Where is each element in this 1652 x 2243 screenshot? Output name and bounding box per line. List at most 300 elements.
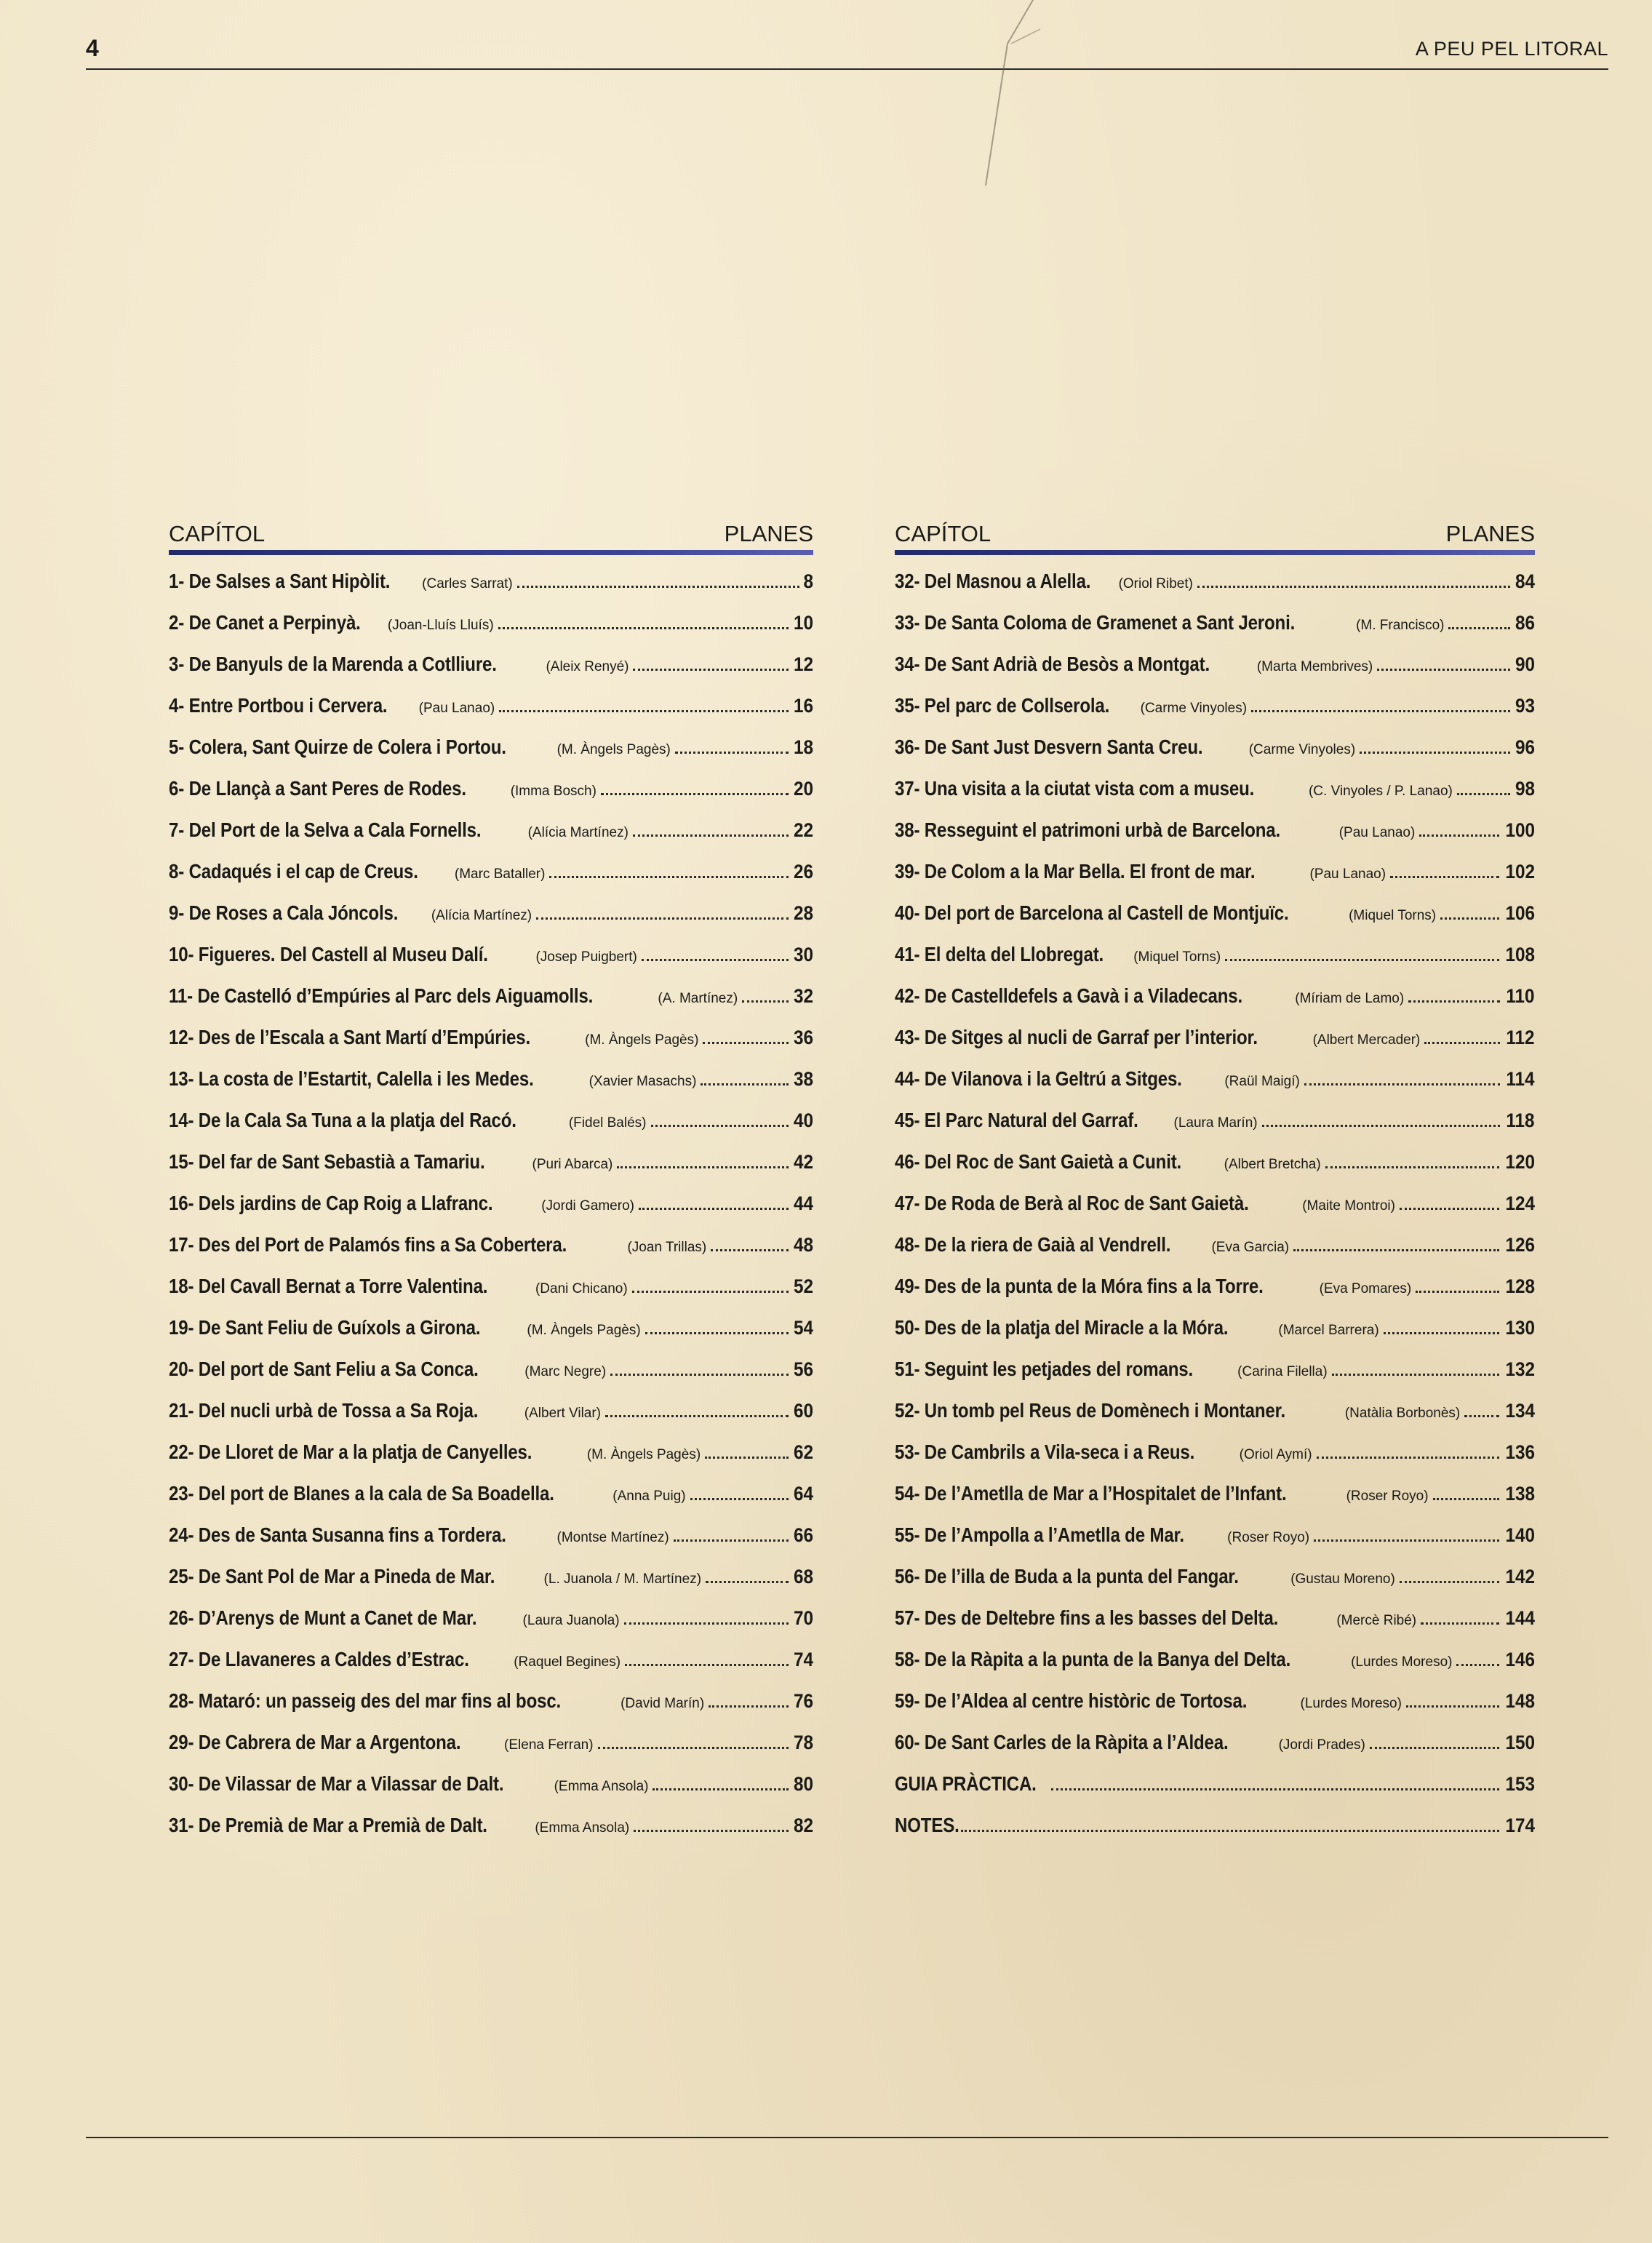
entry-author: (A. Martínez) xyxy=(658,991,738,1006)
entry-page-number: 146 xyxy=(1505,1649,1535,1670)
entry-title: 52- Un tomb pel Reus de Domènech i Montaner. xyxy=(895,1399,1286,1422)
dot-leader xyxy=(1400,1208,1499,1210)
entry-page-number: 110 xyxy=(1506,985,1535,1007)
entry-page-number: 108 xyxy=(1505,944,1535,965)
entry-title: 40- Del port de Barcelona al Castell de Montjuïc. xyxy=(895,901,1289,924)
entry-page-number: 78 xyxy=(793,1732,813,1753)
chapter-heading: CAPÍTOL xyxy=(169,521,266,546)
toc-column-left xyxy=(169,517,813,1855)
toc-entry xyxy=(169,694,813,736)
entry-title: 27- De Llavaneres a Caldes d’Estrac. xyxy=(169,1648,469,1670)
dot-leader xyxy=(653,1788,788,1790)
entry-page-number: 56 xyxy=(793,1358,813,1380)
entry-page-number: 120 xyxy=(1505,1151,1535,1173)
entry-page-number: 12 xyxy=(793,653,813,675)
toc-entry xyxy=(895,653,1535,694)
entry-author: (Puri Abarca) xyxy=(532,1157,613,1172)
dot-leader xyxy=(1314,1539,1499,1542)
toc-entry xyxy=(169,611,813,653)
toc-entry xyxy=(895,1316,1535,1358)
entry-page-number: 40 xyxy=(793,1109,813,1131)
entry-title: 59- De l’Aldea al centre històric de Tortosa. xyxy=(895,1689,1248,1712)
entry-page-number: 150 xyxy=(1505,1732,1535,1753)
toc-entry xyxy=(169,901,813,943)
entry-page-number: 48 xyxy=(793,1234,813,1256)
toc-entry xyxy=(169,1523,813,1565)
dot-leader xyxy=(1416,1291,1499,1293)
entry-author: (Natàlia Borbonès) xyxy=(1344,1406,1461,1421)
entry-author: (Marta Membrives) xyxy=(1256,659,1373,674)
toc-entry xyxy=(169,1150,813,1192)
entry-author: (Marc Negre) xyxy=(524,1364,607,1379)
dot-leader xyxy=(1225,959,1499,961)
dot-leader xyxy=(1408,1000,1500,1003)
dot-leader xyxy=(517,586,799,588)
toc-entry xyxy=(895,1482,1535,1523)
dot-leader xyxy=(674,1539,789,1542)
entry-title: 11- De Castelló d’Empúries al Parc dels Aiguamolls. xyxy=(169,984,594,1007)
dot-leader xyxy=(701,1083,789,1085)
entry-page-number: 10 xyxy=(793,612,813,634)
entry-title: 26- D’Arenys de Munt a Canet de Mar. xyxy=(169,1606,477,1629)
entry-author: (Miquel Torns) xyxy=(1349,908,1437,923)
entry-author: (Carme Vinyoles) xyxy=(1248,742,1356,757)
entry-page-number: 38 xyxy=(793,1068,813,1090)
entry-title: GUIA PRÀCTICA. xyxy=(895,1772,1037,1795)
entry-page-number: 124 xyxy=(1505,1192,1535,1214)
entry-author: (Laura Marín) xyxy=(1173,1115,1258,1131)
dot-leader xyxy=(610,1374,789,1376)
entry-title: 20- Del port de Sant Feliu a Sa Conca. xyxy=(169,1358,479,1380)
entry-title: 58- De la Ràpita a la punta de la Banya del Delta. xyxy=(895,1648,1291,1670)
entry-page-number: 128 xyxy=(1505,1275,1535,1297)
entry-page-number: 18 xyxy=(793,736,813,758)
entry-title: 14- De la Cala Sa Tuna a la platja del Racó. xyxy=(169,1109,516,1131)
entry-title: 51- Seguint les petjades del romans. xyxy=(895,1358,1193,1380)
entry-page-number: 76 xyxy=(793,1690,813,1712)
entry-title: 19- De Sant Feliu de Guíxols a Girona. xyxy=(169,1316,481,1339)
entry-author: (Aleix Renyé) xyxy=(546,659,629,674)
entry-author: (Dani Chicano) xyxy=(535,1281,628,1296)
entry-title: 7- Del Port de la Selva a Cala Fornells. xyxy=(169,818,482,841)
entry-title: 37- Una visita a la ciutat vista com a museu. xyxy=(895,777,1255,800)
dot-leader xyxy=(1197,586,1510,588)
entry-page-number: 153 xyxy=(1505,1773,1535,1795)
entry-page-number: 8 xyxy=(803,570,813,592)
entry-title: 17- Des del Port de Palamós fins a Sa Cobertera. xyxy=(169,1233,567,1256)
toc-entry xyxy=(169,736,813,777)
dot-leader xyxy=(1262,1125,1501,1127)
dot-leader xyxy=(961,1830,1499,1832)
dot-leader xyxy=(605,1415,789,1417)
entry-title: 24- Des de Santa Susanna fins a Tordera. xyxy=(169,1523,506,1546)
dot-leader xyxy=(709,1705,789,1708)
entry-author: (Carme Vinyoles) xyxy=(1140,701,1248,716)
column-heading xyxy=(169,517,813,550)
toc-entry xyxy=(169,1192,813,1233)
toc-entry xyxy=(169,1648,813,1689)
entry-title: NOTES. xyxy=(895,1814,959,1836)
entry-title: 56- De l’illa de Buda a la punta del Fangar. xyxy=(895,1565,1239,1587)
entry-page-number: 28 xyxy=(793,902,813,924)
toc-entry xyxy=(169,653,813,694)
entry-author: (Míriam de Lamo) xyxy=(1295,991,1405,1006)
entry-page-number: 118 xyxy=(1506,1109,1535,1131)
toc-entry xyxy=(895,984,1535,1026)
entry-title: 9- De Roses a Cala Jóncols. xyxy=(169,901,399,924)
entry-author: (C. Vinyoles / P. Lanao) xyxy=(1308,784,1453,799)
toc-entry xyxy=(169,1814,813,1855)
toc-entry xyxy=(169,1026,813,1067)
toc-entry xyxy=(169,1689,813,1731)
entry-page-number: 42 xyxy=(793,1151,813,1173)
toc-entry xyxy=(895,1731,1535,1772)
chapter-heading: CAPÍTOL xyxy=(895,521,991,546)
toc-entry xyxy=(895,1399,1535,1441)
toc-entry xyxy=(895,1192,1535,1233)
entry-author: (Albert Bretcha) xyxy=(1224,1157,1321,1172)
entry-author: (Roser Royo) xyxy=(1346,1489,1429,1504)
entry-page-number: 36 xyxy=(793,1027,813,1048)
dot-leader xyxy=(634,1830,789,1832)
toc-entry xyxy=(169,1772,813,1814)
toc-entry xyxy=(169,1067,813,1109)
dot-leader xyxy=(642,959,789,961)
pages-heading: PLANES xyxy=(1445,521,1535,546)
dot-leader xyxy=(742,1000,789,1003)
toc-entry xyxy=(169,1565,813,1606)
toc-entry xyxy=(895,901,1535,943)
entry-author: (Lurdes Moreso) xyxy=(1300,1696,1402,1711)
toc-entry xyxy=(169,1316,813,1358)
heading-rule xyxy=(895,550,1535,555)
dot-leader xyxy=(1370,1747,1499,1749)
entry-title: 50- Des de la platja del Miracle a la Móra. xyxy=(895,1316,1229,1339)
toc-entry xyxy=(895,1441,1535,1482)
entry-title: 47- De Roda de Berà al Roc de Sant Gaietà. xyxy=(895,1192,1249,1214)
entry-page-number: 16 xyxy=(793,695,813,717)
dot-leader xyxy=(624,1622,789,1625)
toc-entry xyxy=(895,943,1535,984)
entry-author: (M. Àngels Pagès) xyxy=(586,1447,701,1462)
entry-title: 46- Del Roc de Sant Gaietà a Cunit. xyxy=(895,1150,1182,1173)
entry-page-number: 20 xyxy=(793,778,813,800)
toc-entry xyxy=(169,777,813,818)
entry-title: 60- De Sant Carles de la Ràpita a l’Aldea. xyxy=(895,1731,1229,1753)
entry-page-number: 112 xyxy=(1506,1027,1535,1048)
entry-title: 15- Del far de Sant Sebastià a Tamariu. xyxy=(169,1150,485,1173)
toc-entry xyxy=(895,736,1535,777)
entry-title: 49- Des de la punta de la Móra fins a la Torre. xyxy=(895,1275,1264,1297)
entry-author: (Roser Royo) xyxy=(1227,1530,1310,1545)
dot-leader xyxy=(1456,1664,1499,1666)
entry-page-number: 96 xyxy=(1515,736,1535,758)
dot-leader xyxy=(598,1747,789,1749)
entry-page-number: 86 xyxy=(1515,612,1535,634)
entry-title: 5- Colera, Sant Quirze de Colera i Portou. xyxy=(169,736,506,758)
dot-leader xyxy=(1317,1457,1499,1459)
toc-entry xyxy=(895,1150,1535,1192)
entry-page-number: 84 xyxy=(1515,570,1535,592)
entry-title: 55- De l’Ampolla a l’Ametlla de Mar. xyxy=(895,1523,1184,1546)
entry-author: (Anna Puig) xyxy=(612,1489,686,1504)
entry-author: (Raül Maigí) xyxy=(1224,1074,1300,1089)
entry-title: 35- Pel parc de Collserola. xyxy=(895,694,1110,717)
toc-entry xyxy=(895,1109,1535,1150)
entry-title: 48- De la riera de Gaià al Vendrell. xyxy=(895,1233,1171,1256)
dot-leader xyxy=(1440,917,1499,920)
dot-leader xyxy=(633,669,788,671)
dot-leader xyxy=(706,1581,789,1583)
entry-title: 10- Figueres. Del Castell al Museu Dalí. xyxy=(169,943,488,965)
entry-author: (Oriol Aymí) xyxy=(1239,1447,1312,1462)
entry-author: (Emma Ansola) xyxy=(554,1779,649,1794)
entry-page-number: 64 xyxy=(793,1483,813,1505)
toc-entry xyxy=(895,777,1535,818)
entry-title: 1- De Salses a Sant Hipòlit. xyxy=(169,570,391,592)
entry-title: 23- Del port de Blanes a la cala de Sa Boadella. xyxy=(169,1482,554,1505)
entry-page-number: 138 xyxy=(1505,1483,1535,1505)
page-number: 4 xyxy=(86,35,99,61)
toc-entry xyxy=(169,943,813,984)
entry-title: 53- De Cambrils a Vila-seca i a Reus. xyxy=(895,1441,1195,1463)
entry-page-number: 26 xyxy=(793,861,813,883)
entry-title: 44- De Vilanova i la Geltrú a Sitges. xyxy=(895,1067,1182,1090)
toc-list-right xyxy=(895,570,1535,1855)
entry-author: (Jordi Gamero) xyxy=(541,1198,634,1214)
dot-leader xyxy=(1251,710,1510,712)
entry-page-number: 74 xyxy=(793,1649,813,1670)
entry-page-number: 144 xyxy=(1505,1607,1535,1629)
entry-title: 13- La costa de l’Estartit, Calella i les Medes. xyxy=(169,1067,534,1090)
dot-leader xyxy=(639,1208,789,1210)
dot-leader xyxy=(1325,1166,1499,1168)
toc-entry xyxy=(169,1358,813,1399)
toc-entry xyxy=(895,1648,1535,1689)
toc-entry xyxy=(169,1399,813,1441)
entry-author: (Emma Ansola) xyxy=(535,1820,630,1836)
entry-page-number: 93 xyxy=(1515,695,1535,717)
dot-leader xyxy=(1464,1415,1499,1417)
entry-author: (Alícia Martínez) xyxy=(527,825,629,840)
entry-page-number: 82 xyxy=(793,1814,813,1836)
toc-entry xyxy=(895,1814,1535,1855)
entry-title: 4- Entre Portbou i Cervera. xyxy=(169,694,388,717)
entry-author: (Raquel Begines) xyxy=(514,1654,621,1670)
entry-title: 36- De Sant Just Desvern Santa Creu. xyxy=(895,736,1203,758)
entry-title: 57- Des de Deltebre fins a les basses del Delta. xyxy=(895,1606,1279,1629)
toc-entry xyxy=(895,1565,1535,1606)
entry-author: (Joan Trillas) xyxy=(627,1240,707,1255)
entry-page-number: 106 xyxy=(1505,902,1535,924)
entry-page-number: 132 xyxy=(1505,1358,1535,1380)
entry-title: 18- Del Cavall Bernat a Torre Valentina. xyxy=(169,1275,488,1297)
entry-page-number: 136 xyxy=(1505,1441,1535,1463)
entry-title: 25- De Sant Pol de Mar a Pineda de Mar. xyxy=(169,1565,495,1587)
entry-page-number: 130 xyxy=(1505,1317,1535,1339)
toc-entry xyxy=(895,1689,1535,1731)
entry-page-number: 114 xyxy=(1506,1068,1535,1090)
toc-entry xyxy=(169,570,813,611)
entry-page-number: 134 xyxy=(1505,1400,1535,1422)
dot-leader xyxy=(498,627,789,629)
entry-author: (Imma Bosch) xyxy=(510,784,596,799)
dot-leader xyxy=(1384,1332,1499,1334)
toc-entry xyxy=(895,1772,1535,1814)
entry-author: (Eva Garcia) xyxy=(1211,1240,1290,1255)
toc-list-left xyxy=(169,570,813,1855)
entry-page-number: 126 xyxy=(1505,1234,1535,1256)
entry-title: 38- Resseguint el patrimoni urbà de Barcelona. xyxy=(895,818,1281,841)
entry-page-number: 30 xyxy=(793,944,813,965)
entry-title: 32- Del Masnou a Alella. xyxy=(895,570,1091,592)
entry-author: (Albert Mercader) xyxy=(1312,1032,1421,1048)
toc-entry xyxy=(169,1441,813,1482)
entry-page-number: 54 xyxy=(793,1317,813,1339)
dot-leader xyxy=(1424,1042,1500,1044)
entry-title: 43- De Sitges al nucli de Garraf per l’interior. xyxy=(895,1026,1258,1048)
dot-leader xyxy=(711,1249,789,1251)
entry-author: (Pau Lanao) xyxy=(418,701,495,716)
entry-author: (Montse Martínez) xyxy=(556,1530,669,1545)
entry-author: (M. Àngels Pagès) xyxy=(585,1032,699,1048)
entry-author: (Carles Sarrat) xyxy=(422,576,513,591)
entry-page-number: 100 xyxy=(1505,819,1535,841)
dot-leader xyxy=(1419,834,1499,837)
entry-title: 41- El delta del Llobregat. xyxy=(895,943,1104,965)
dot-leader xyxy=(617,1166,789,1168)
toc-entry xyxy=(895,1026,1535,1067)
dot-leader xyxy=(499,710,789,712)
dot-leader xyxy=(601,793,789,795)
entry-title: 22- De Lloret de Mar a la platja de Canyelles. xyxy=(169,1441,532,1463)
entry-page-number: 52 xyxy=(793,1275,813,1297)
entry-title: 33- De Santa Coloma de Gramenet a Sant Jeroni. xyxy=(895,611,1296,634)
dot-leader xyxy=(633,834,789,837)
dot-leader xyxy=(651,1125,789,1127)
dot-leader xyxy=(1421,1622,1499,1625)
dot-leader xyxy=(1293,1249,1499,1251)
entry-title: 2- De Canet a Perpinyà. xyxy=(169,611,361,634)
entry-author: (Marcel Barrera) xyxy=(1278,1323,1379,1338)
book-title: A PEU PEL LITORAL xyxy=(1415,38,1608,60)
footer-rule xyxy=(86,2137,1608,2138)
entry-title: 31- De Premià de Mar a Premià de Dalt. xyxy=(169,1814,487,1836)
dot-leader xyxy=(675,752,789,754)
entry-title: 42- De Castelldefels a Gavà i a Viladecans. xyxy=(895,984,1243,1007)
dot-leader xyxy=(1406,1705,1499,1708)
entry-author: (Gustau Moreno) xyxy=(1290,1571,1395,1587)
dot-leader xyxy=(549,876,789,878)
entry-page-number: 80 xyxy=(793,1773,813,1795)
entry-author: (Eva Pomares) xyxy=(1319,1281,1412,1296)
dot-leader xyxy=(1400,1581,1499,1583)
toc-entry xyxy=(895,570,1535,611)
entry-page-number: 68 xyxy=(793,1566,813,1587)
dot-leader xyxy=(625,1664,789,1666)
toc-entry xyxy=(169,818,813,860)
column-heading xyxy=(895,517,1535,550)
entry-author: (Fidel Balés) xyxy=(568,1115,647,1131)
toc-entry xyxy=(169,1233,813,1275)
entry-author: (Miquel Torns) xyxy=(1133,949,1221,965)
entry-author: (Jordi Prades) xyxy=(1278,1737,1365,1753)
entry-page-number: 62 xyxy=(793,1441,813,1463)
toc-entry xyxy=(895,818,1535,860)
paper-crease xyxy=(917,0,1048,189)
entry-page-number: 70 xyxy=(793,1607,813,1629)
entry-author: (Elena Ferran) xyxy=(504,1737,594,1753)
toc-entry xyxy=(169,1482,813,1523)
entry-title: 34- De Sant Adrià de Besòs a Montgat. xyxy=(895,653,1210,675)
dot-leader xyxy=(690,1498,789,1500)
dot-leader xyxy=(536,917,789,920)
dot-leader xyxy=(1457,793,1510,795)
entry-author: (Albert Vilar) xyxy=(524,1406,602,1421)
toc-entry xyxy=(169,984,813,1026)
entry-page-number: 32 xyxy=(793,985,813,1007)
toc-entry xyxy=(169,1275,813,1316)
entry-author: (Xavier Masachs) xyxy=(588,1074,697,1089)
entry-author: (Marc Bataller) xyxy=(454,866,546,882)
entry-page-number: 98 xyxy=(1515,778,1535,800)
entry-title: 29- De Cabrera de Mar a Argentona. xyxy=(169,1731,461,1753)
entry-title: 28- Mataró: un passeig des del mar fins al bosc. xyxy=(169,1689,562,1712)
toc-entry xyxy=(895,1606,1535,1648)
entry-page-number: 148 xyxy=(1505,1690,1535,1712)
entry-author: (Joan-Lluís Lluís) xyxy=(387,618,494,633)
toc-entry xyxy=(169,1606,813,1648)
entry-title: 54- De l’Ametlla de Mar a l’Hospitalet de l’Infant. xyxy=(895,1482,1287,1505)
toc-entry xyxy=(169,1731,813,1772)
dot-leader xyxy=(1390,876,1499,878)
toc-entry xyxy=(895,860,1535,901)
toc-entry xyxy=(895,1358,1535,1399)
dot-leader xyxy=(645,1332,789,1334)
page-header xyxy=(86,35,1608,70)
entry-author: (Carina Filella) xyxy=(1237,1364,1328,1379)
dot-leader xyxy=(1433,1498,1499,1500)
dot-leader xyxy=(1448,627,1509,629)
entry-author: (Pau Lanao) xyxy=(1338,825,1416,840)
entry-author: (Lurdes Moreso) xyxy=(1351,1654,1453,1670)
entry-author: (Josep Puigbert) xyxy=(535,949,637,965)
entry-title: 39- De Colom a la Mar Bella. El front de mar. xyxy=(895,860,1256,883)
entry-title: 3- De Banyuls de la Marenda a Cotlliure. xyxy=(169,653,497,675)
entry-title: 12- Des de l’Escala a Sant Martí d’Empúries. xyxy=(169,1026,530,1048)
entry-author: (Oriol Ribet) xyxy=(1118,576,1193,591)
dot-leader xyxy=(1377,669,1510,671)
pages-heading: PLANES xyxy=(724,521,813,546)
dot-leader xyxy=(705,1457,789,1459)
entry-page-number: 60 xyxy=(793,1400,813,1422)
dot-leader xyxy=(1332,1374,1499,1376)
dot-leader xyxy=(1051,1788,1499,1790)
entry-author: (Laura Juanola) xyxy=(522,1613,620,1628)
toc-entry xyxy=(895,1275,1535,1316)
entry-page-number: 174 xyxy=(1505,1814,1535,1836)
toc-entry xyxy=(895,1523,1535,1565)
heading-rule xyxy=(169,550,813,555)
entry-author: (Alícia Martínez) xyxy=(431,908,532,923)
toc-entry xyxy=(895,694,1535,736)
toc-entry xyxy=(895,1233,1535,1275)
dot-leader xyxy=(703,1042,789,1044)
entry-author: (Maite Montroi) xyxy=(1302,1198,1395,1214)
toc-entry xyxy=(169,1109,813,1150)
entry-author: (M. Àngels Pagès) xyxy=(527,1323,641,1338)
entry-title: 30- De Vilassar de Mar a Vilassar de Dalt. xyxy=(169,1772,504,1795)
